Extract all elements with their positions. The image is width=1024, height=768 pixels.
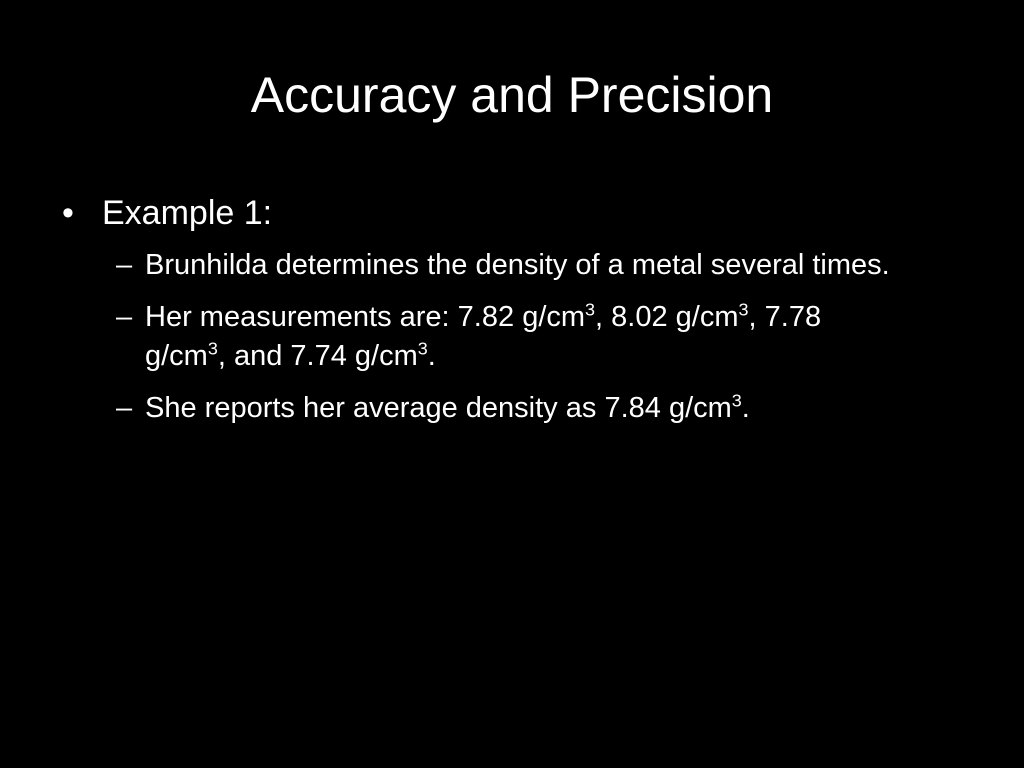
- bullet-item-example-1: [60, 190, 960, 236]
- unit-text: g/cm: [668, 392, 732, 424]
- slide-body: [60, 190, 960, 441]
- dash-marker: –: [116, 392, 133, 424]
- sub-bullet-text: [145, 298, 905, 376]
- average-value: 7.84: [604, 392, 661, 424]
- separator-text: ,: [595, 301, 612, 333]
- dash-marker: –: [116, 249, 133, 281]
- unit-exponent: 3: [585, 299, 596, 320]
- slide-title: Accuracy and Precision: [250, 67, 774, 123]
- sub-bullet-determination: [116, 246, 960, 285]
- measurement-value: 7.74: [290, 340, 347, 372]
- unit-text: g/cm: [522, 301, 586, 333]
- dash-marker: –: [116, 301, 133, 333]
- separator-text: , and: [217, 340, 291, 372]
- end-punctuation: .: [427, 340, 436, 372]
- unit-text: g/cm: [675, 301, 739, 333]
- unit-exponent: 3: [738, 299, 749, 320]
- bullet-label: Example 1:: [102, 194, 273, 232]
- measurement-value: 7.78: [764, 301, 822, 333]
- unit-text: g/cm: [145, 340, 208, 372]
- sub-bullet-text: Brunhilda determines the density of a metal several times.: [145, 249, 890, 281]
- measurement-value: 7.82: [457, 301, 515, 333]
- sub-bullet-text: [145, 389, 905, 428]
- average-prefix: She reports her average density as: [145, 392, 605, 424]
- measurement-value: 8.02: [611, 301, 668, 333]
- unit-exponent: 3: [731, 390, 742, 411]
- sub-bullet-list: [60, 246, 960, 428]
- unit-exponent: 3: [207, 338, 218, 359]
- measurements-prefix: Her measurements are:: [145, 301, 458, 333]
- separator-text: ,: [748, 301, 765, 333]
- unit-text: g/cm: [354, 340, 418, 372]
- sub-bullet-measurements: [116, 298, 960, 376]
- end-punctuation: .: [741, 392, 750, 424]
- sub-bullet-average: [116, 389, 960, 428]
- bullet-marker: •: [62, 194, 74, 232]
- unit-exponent: 3: [417, 338, 428, 359]
